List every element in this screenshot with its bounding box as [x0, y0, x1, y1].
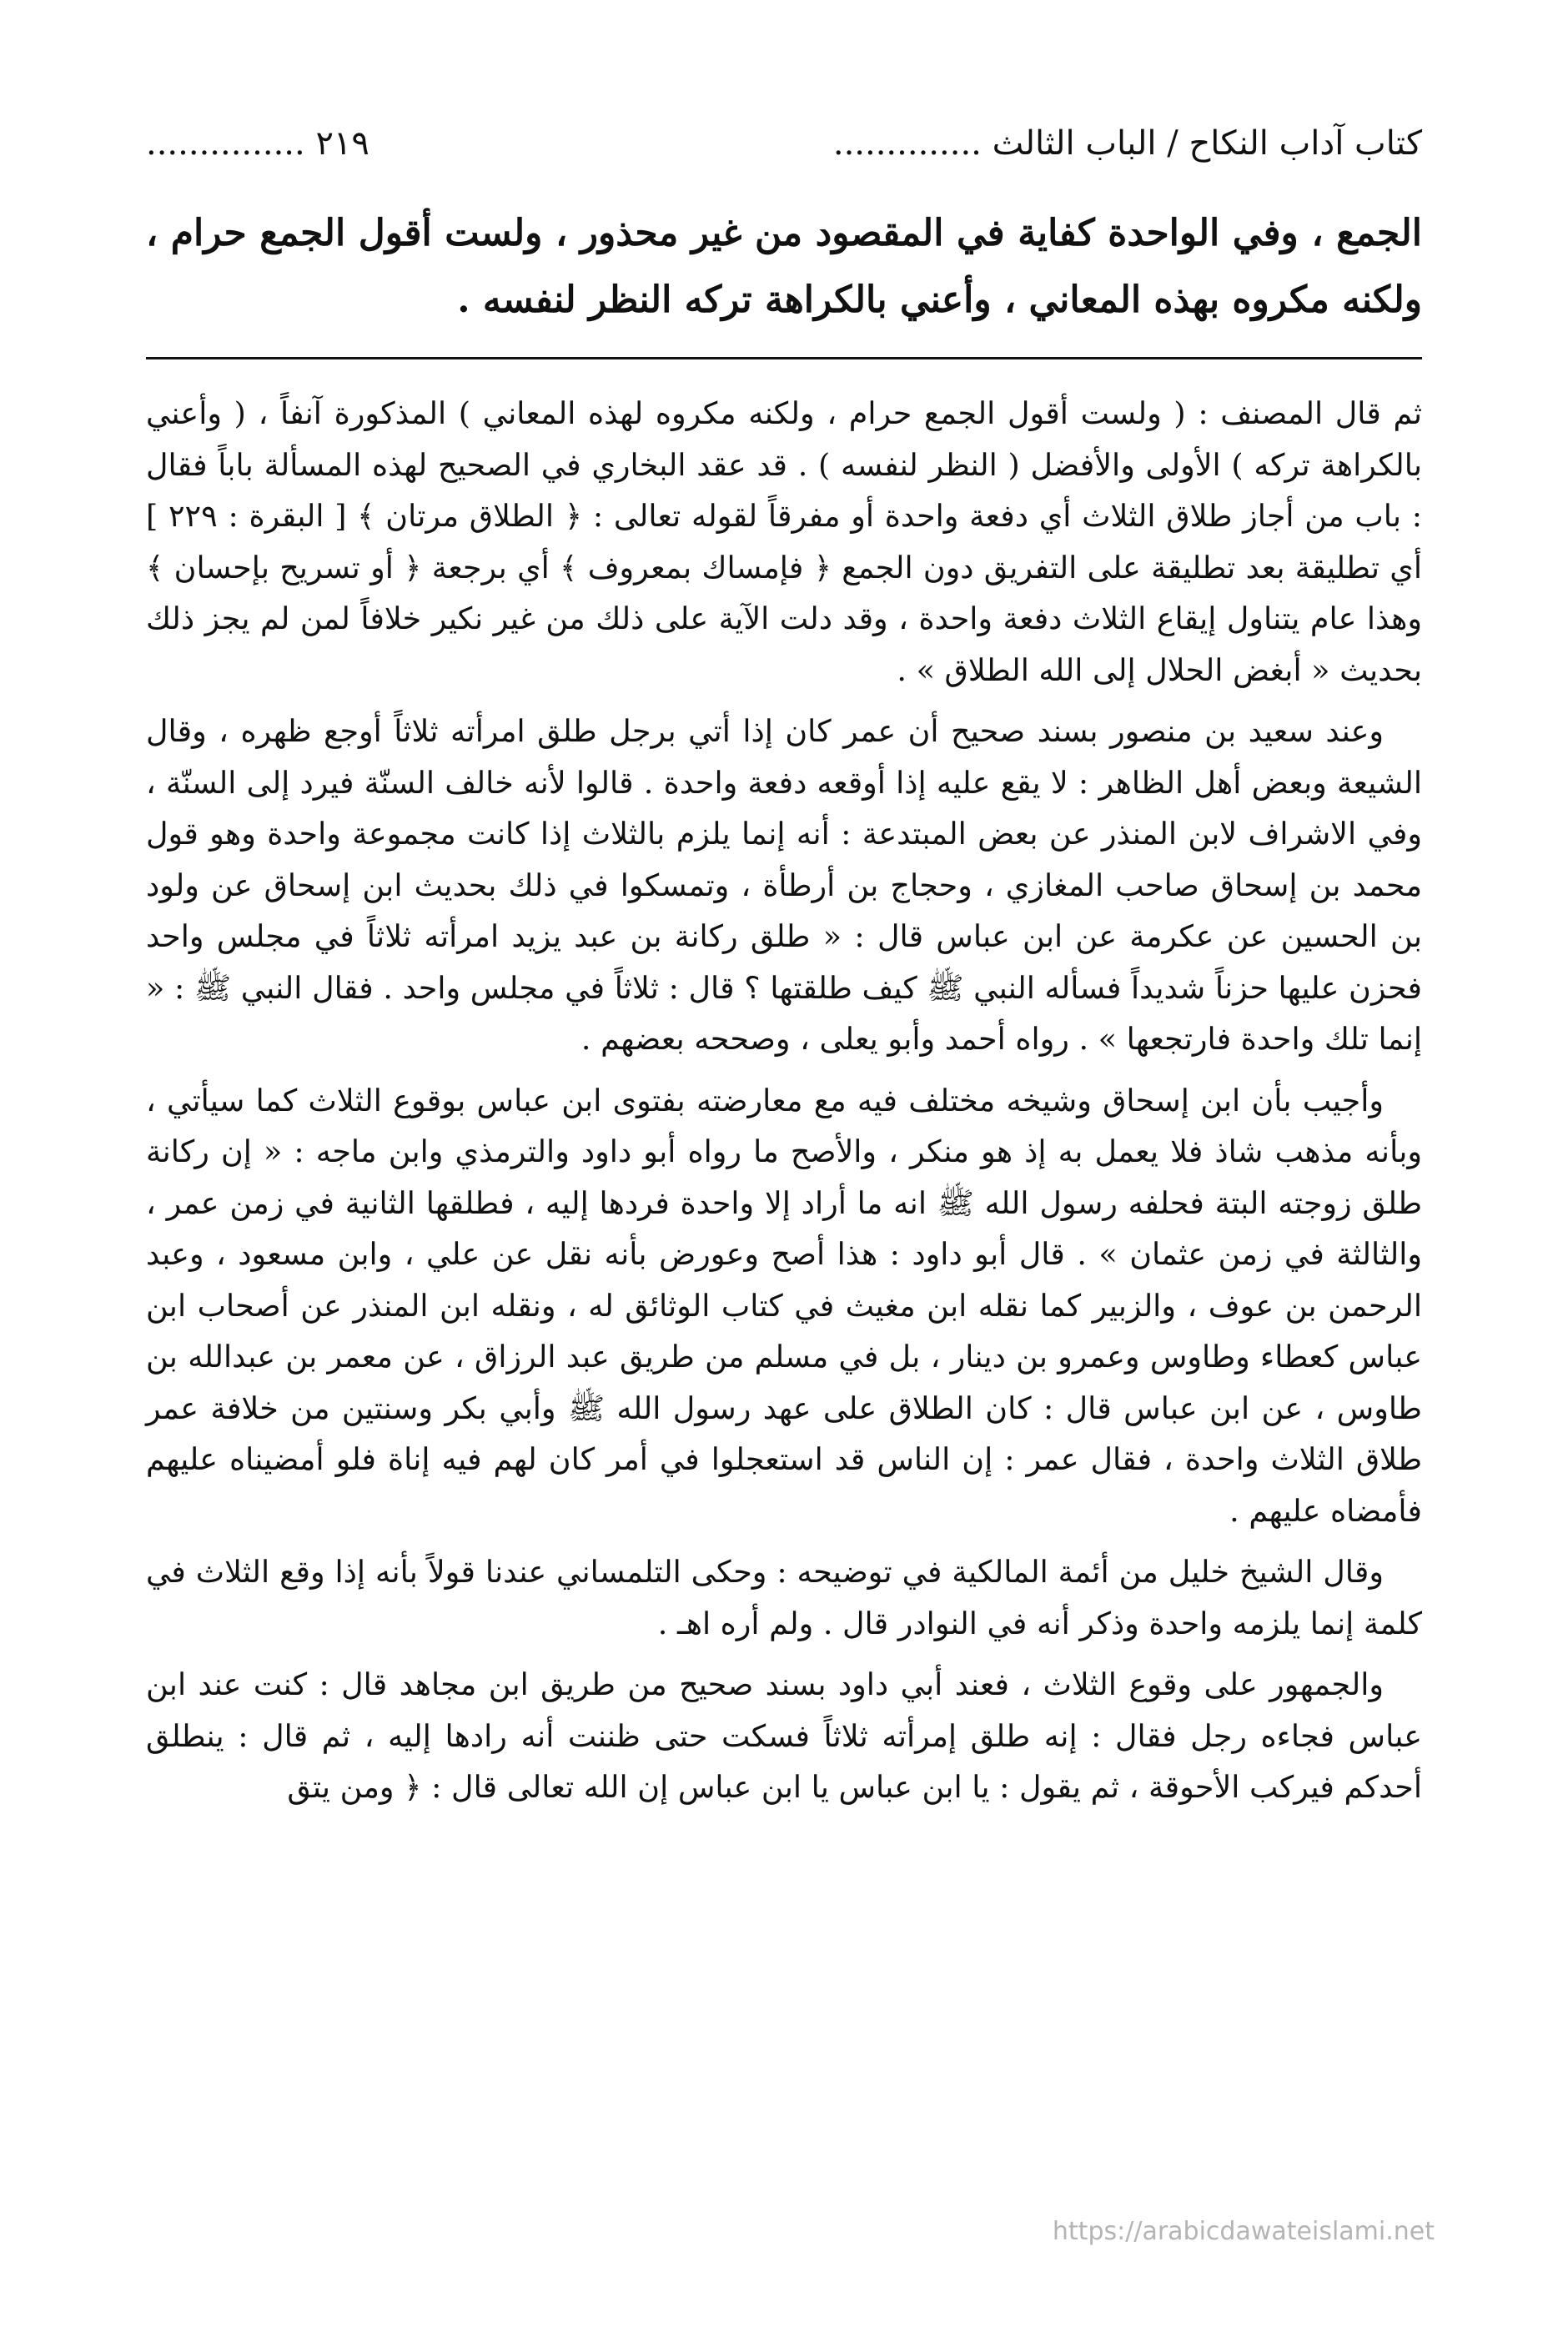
separator-rule	[146, 357, 1422, 359]
main-text	[146, 200, 1422, 334]
page-number: ............... ٢١٩	[146, 124, 369, 163]
commentary-paragraph: وقال الشيخ خليل من أئمة المالكية في توضيحه : وحكى التلمساني عندنا قولاً بأنه إذا وقع الثلاث في كلمة إنما يلزمه واحدة وذكر أنه في النوادر قال . ولم أره اهـ .	[146, 1554, 1422, 1641]
commentary	[146, 388, 1422, 1813]
commentary-paragraph: ثم قال المصنف : ( ولست أقول الجمع حرام ، ولكنه مكروه لهذه المعاني ) المذكورة آنفاً ، ( وأعني بالكراهة تركه ) الأولى والأفضل ( النظر لنفسه ) . قد عقد البخاري في الصحيح لهذه المسألة باباً فقال : باب من أجاز طلاق الثلاث أي دفعة واحدة أو مفرقاً لقوله تعالى : ﴿ الطلاق مرتان ﴾ [ البقرة : ٢٢٩ ] أي تطليقة بعد تطليقة على التفريق دون الجمع ﴿ فإمساك بمعروف ﴾ أي برجعة ﴿ أو تسريح بإحسان ﴾ وهذا عام يتناول إيقاع الثلاث دفعة واحدة ، وقد دلت الآية على ذلك من غير نكير خلافاً لمن لم يجز ذلك بحديث « أبغض الحلال إلى الله الطلاق » .	[146, 395, 1422, 688]
commentary-paragraph: وعند سعيد بن منصور بسند صحيح أن عمر كان إذا أتي برجل طلق امرأته ثلاثاً أوجع ظهره ، وقال الشيعة وبعض أهل الظاهر : لا يقع عليه إذا أوقعه دفعة واحدة . قالوا لأنه خالف السنّة فيرد إلى السنّة ، وفي الاشراف لابن المنذر عن بعض المبتدعة : أنه إنما يلزم بالثلاث إذا كانت مجموعة واحدة وهو قول محمد بن إسحاق صاحب المغازي ، وحجاج بن أرطأة ، وتمسكوا في ذلك بحديث ابن إسحاق عن ولود بن الحسين عن عكرمة عن ابن عباس قال : « طلق ركانة بن عبد يزيد امرأته ثلاثاً في مجلس واحد فحزن عليها حزناً شديداً فسأله النبي ﷺ كيف طلقتها ؟ قال : ثلاثاً في مجلس واحد . فقال النبي ﷺ : « إنما تلك واحدة فارتجعها » . رواه أحمد وأبو يعلى ، وصححه بعضهم .	[146, 713, 1422, 1057]
watermark-url: https://arabicdawateislami.net	[1052, 2217, 1435, 2246]
running-header	[146, 117, 1422, 172]
commentary-paragraph: وأجيب بأن ابن إسحاق وشيخه مختلف فيه مع معارضته بفتوى ابن عباس بوقوع الثلاث كما سيأتي ، وبأنه مذهب شاذ فلا يعمل به إذ هو منكر ، والأصح ما رواه أبو داود والترمذي وابن ماجه : « إن ركانة طلق زوجته البتة فحلفه رسول الله ﷺ انه ما أراد إلا واحدة فردها إليه ، فطلقها الثانية في زمن عمر ، والثالثة في زمن عثمان » . قال أبو داود : هذا أصح وعورض بأنه نقل عن علي ، وابن مسعود ، وعبد الرحمن بن عوف ، والزبير كما نقله ابن مغيث في كتاب الوثائق له ، ونقله ابن المنذر عن أصحاب ابن عباس كعطاء وطاوس وعمرو بن دينار ، بل في مسلم من طريق عبد الرزاق ، عن معمر بن عبدالله بن طاوس ، عن ابن عباس قال : كان الطلاق على عهد رسول الله ﷺ وأبي بكر وسنتين من خلافة عمر طلاق الثلاث واحدة ، فقال عمر : إن الناس قد استعجلوا في أمر كان لهم فيه إناة فلو أمضيناه عليهم فأمضاه عليهم .	[146, 1082, 1422, 1529]
book-page	[146, 117, 1422, 2252]
main-text-paragraph: الجمع ، وفي الواحدة كفاية في المقصود من غير محذور ، ولست أقول الجمع حرام ، ولكنه مكروه بهذه المعاني ، وأعني بالكراهة تركه النظر لنفسه .	[146, 212, 1422, 321]
commentary-paragraph: والجمهور على وقوع الثلاث ، فعند أبي داود بسند صحيح من طريق ابن مجاهد قال : كنت عند ابن عباس فجاءه رجل فقال : إنه طلق إمرأته ثلاثاً فسكت حتى ظننت أنه رادها إليه ، ثم قال : ينطلق أحدكم فيركب الأحوقة ، ثم يقول : يا ابن عباس يا ابن عباس إن الله تعالى قال : ﴿ ومن يتق	[146, 1666, 1422, 1805]
header-title: كتاب آداب النكاح / الباب الثالث ..............	[832, 124, 1422, 163]
